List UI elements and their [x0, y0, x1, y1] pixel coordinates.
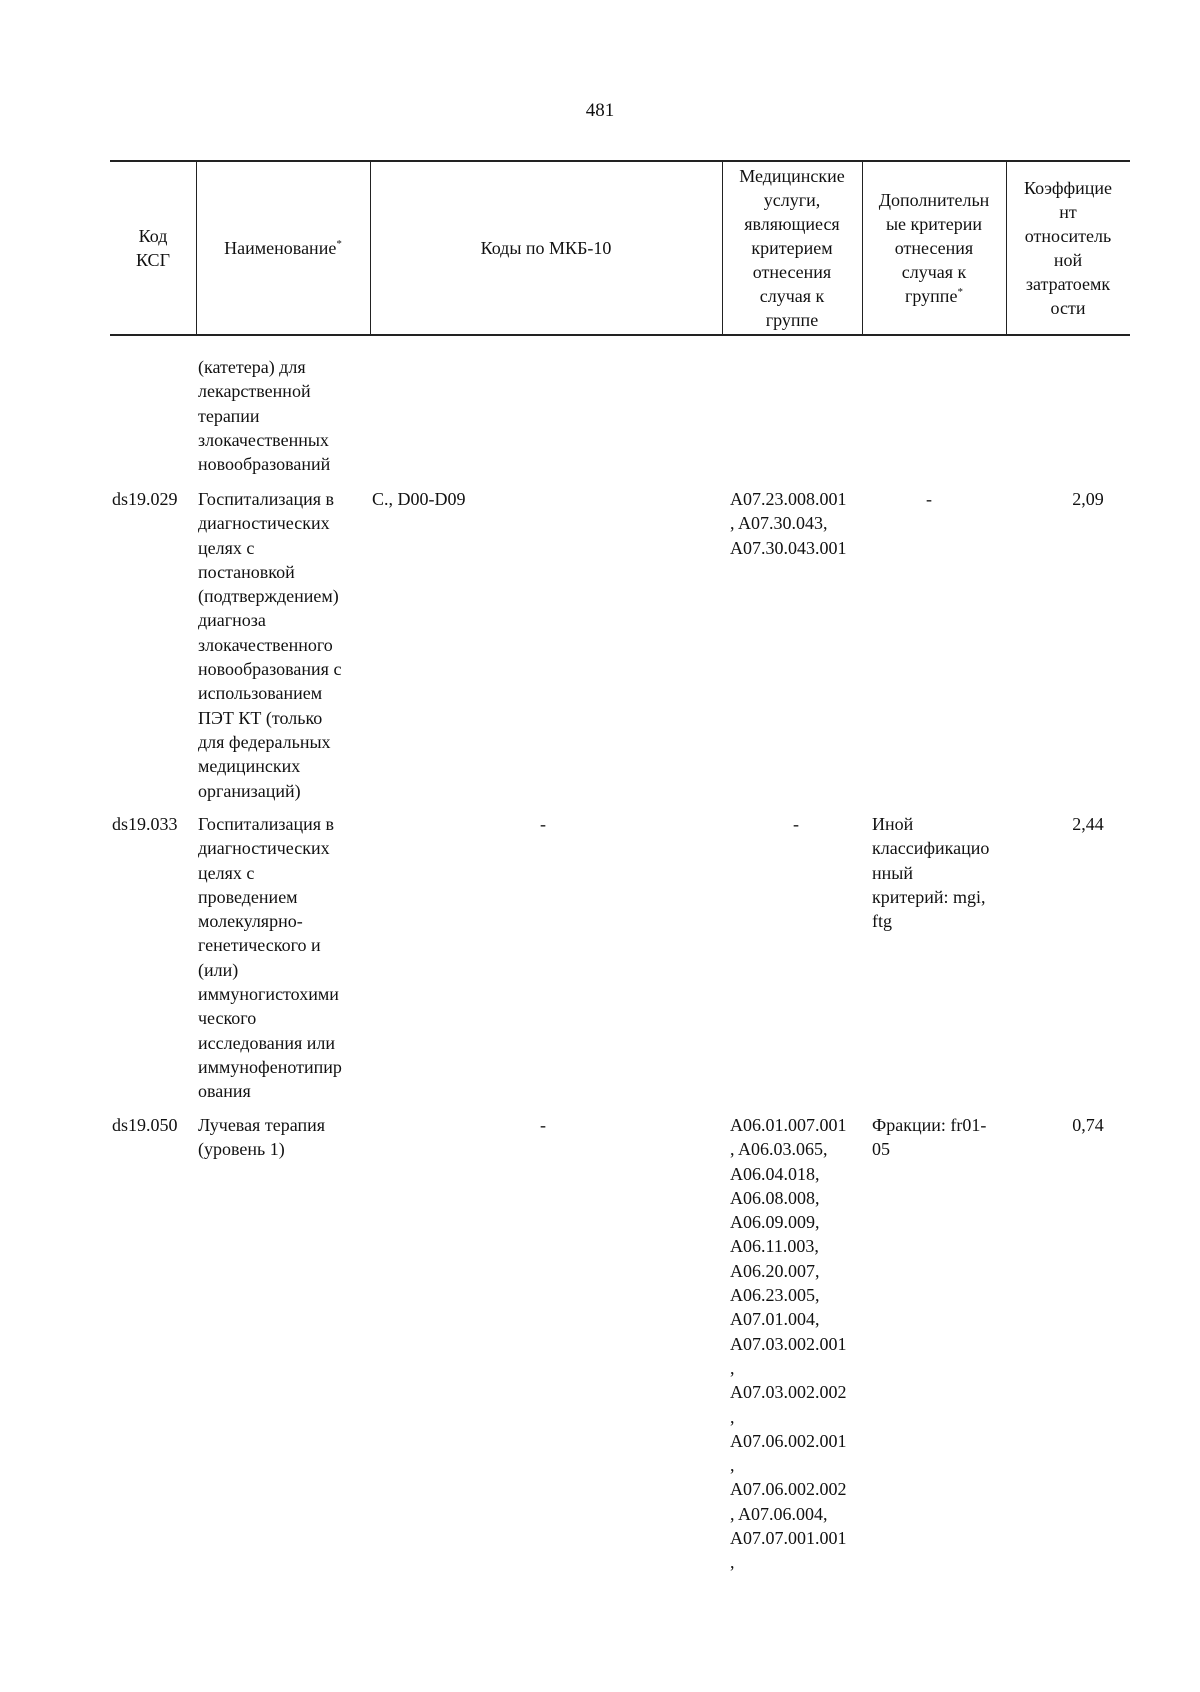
row-name — [198, 487, 378, 803]
header-name-text: Наименование — [224, 238, 337, 258]
header-mkb — [370, 162, 722, 334]
header-med-line: случая к — [759, 286, 825, 306]
header-med-line: являющиеся — [744, 214, 840, 234]
name-line: Госпитализация в — [198, 489, 335, 509]
med-line: A07.30.043.001 — [730, 537, 847, 558]
name-line: использованием — [198, 683, 323, 704]
header-additional — [862, 162, 1006, 334]
header-med-services — [722, 162, 862, 334]
med-line: A06.08.008, — [730, 1187, 820, 1208]
header-coef-line: затратоемк — [1025, 274, 1111, 294]
header-additional-line: отнесения — [894, 238, 974, 258]
row-mkb-codes: C., D00-D09 — [372, 489, 466, 509]
med-line: , — [730, 1455, 735, 1476]
med-line: A07.23.008.001 — [730, 489, 847, 509]
additional-line: классификацио — [872, 838, 990, 859]
additional-line: ftg — [872, 911, 892, 932]
name-line: иммунофенотипир — [198, 1056, 342, 1077]
header-mkb-text: Коды по МКБ-10 — [480, 238, 612, 258]
header-coef-line: ости — [1050, 298, 1086, 318]
header-med-line: Медицинские — [739, 166, 845, 186]
row-code: ds19.050 — [112, 1115, 178, 1135]
row-med-services: - — [793, 814, 799, 834]
row-code: ds19.029 — [112, 489, 178, 509]
name-line: злокачественного — [198, 634, 333, 655]
name-line: молекулярно- — [198, 911, 303, 932]
row-name — [198, 1113, 378, 1162]
name-line: (подтверждением) — [198, 586, 339, 607]
additional-line: Иной — [872, 814, 914, 834]
additional-line: нный — [872, 862, 913, 883]
header-med-line: критерием — [751, 238, 833, 258]
med-line: A07.03.002.002 — [730, 1382, 847, 1403]
header-additional-line: случая к — [901, 262, 967, 282]
header-med-line: группе — [765, 310, 819, 330]
header-coef-line: Коэффицие — [1023, 178, 1113, 198]
med-line: A06.20.007, — [730, 1260, 820, 1281]
name-line: диагноза — [198, 610, 266, 631]
row-additional — [872, 1113, 1022, 1162]
name-line: иммуногистохими — [198, 984, 339, 1005]
med-line: , — [730, 1357, 735, 1378]
med-line: , — [730, 1552, 735, 1573]
name-line: генетического и — [198, 935, 321, 956]
row-med-services — [730, 1113, 880, 1575]
med-line: A07.07.001.001 — [730, 1528, 847, 1549]
name-line: для федеральных — [198, 731, 331, 752]
row-additional — [872, 812, 1022, 933]
header-code-line: Код — [138, 226, 168, 246]
name-line: целях с — [198, 537, 255, 558]
header-additional-line: ые критерии — [885, 214, 983, 234]
row-coefficient: 0,74 — [1072, 1115, 1104, 1135]
med-line: A06.01.007.001 — [730, 1115, 847, 1135]
name-line: (уровень 1) — [198, 1139, 285, 1160]
name-line: исследования или — [198, 1032, 336, 1053]
name-line: новообразования с — [198, 659, 342, 680]
med-line: , — [730, 1406, 735, 1427]
med-line: , A06.03.065, — [730, 1139, 828, 1160]
row-coefficient: 2,09 — [1072, 489, 1104, 509]
name-line: лекарственной — [198, 381, 311, 402]
header-coef-line: относитель — [1024, 226, 1112, 246]
med-line: A06.23.005, — [730, 1285, 820, 1306]
name-line: диагностических — [198, 513, 330, 534]
row-name — [198, 355, 378, 476]
header-code-line: КСГ — [136, 250, 170, 270]
row-name — [198, 812, 378, 1104]
header-name — [196, 162, 370, 334]
additional-line: 05 — [872, 1139, 890, 1160]
name-line: ПЭТ КТ (только — [198, 707, 323, 728]
med-line: A07.01.004, — [730, 1309, 820, 1330]
table-header — [110, 160, 1130, 336]
med-line: A06.04.018, — [730, 1163, 820, 1184]
name-line: медицинских — [198, 756, 301, 777]
row-mkb-codes: - — [540, 814, 546, 834]
header-additional-line — [879, 284, 990, 308]
name-line: ования — [198, 1081, 251, 1102]
med-line: A06.11.003, — [730, 1236, 819, 1257]
header-med-line: отнесения — [752, 262, 832, 282]
header-med-line: услуги, — [763, 190, 821, 210]
name-line: целях с — [198, 862, 255, 883]
name-line: злокачественных — [198, 429, 329, 450]
header-additional-last: группе — [905, 286, 958, 306]
header-additional-line: Дополнительн — [878, 190, 990, 210]
name-line: ческого — [198, 1008, 257, 1029]
header-coef-line: ной — [1053, 250, 1083, 270]
footnote-mark: * — [336, 238, 342, 250]
name-line: терапии — [198, 405, 260, 426]
page-number: 481 — [585, 100, 615, 121]
name-line: проведением — [198, 886, 298, 907]
med-line: A07.06.002.001 — [730, 1430, 847, 1451]
name-line: Лучевая терапия — [198, 1115, 325, 1135]
name-line: организаций) — [198, 780, 301, 801]
name-line: диагностических — [198, 838, 330, 859]
med-line: A07.03.002.001 — [730, 1333, 847, 1354]
name-line: (катетера) для — [198, 357, 306, 377]
med-line: , A07.30.043, — [730, 513, 828, 534]
name-line: Госпитализация в — [198, 814, 335, 834]
name-line: (или) — [198, 959, 239, 980]
header-coef-line: нт — [1059, 202, 1077, 222]
med-line: A06.09.009, — [730, 1212, 820, 1233]
footnote-mark: * — [957, 286, 963, 298]
med-line: , A07.06.004, — [730, 1503, 828, 1524]
name-line: постановкой — [198, 561, 295, 582]
additional-line: критерий: mgi, — [872, 886, 986, 907]
med-line: A07.06.002.002 — [730, 1479, 847, 1500]
header-coefficient — [1006, 162, 1130, 334]
row-code: ds19.033 — [112, 814, 178, 834]
header-code — [110, 162, 196, 334]
row-coefficient: 2,44 — [1072, 814, 1104, 834]
row-additional: - — [926, 489, 932, 509]
row-mkb-codes: - — [540, 1115, 546, 1135]
name-line: новообразований — [198, 454, 331, 475]
row-med-services — [730, 487, 880, 560]
additional-line: Фракции: fr01- — [872, 1115, 987, 1135]
